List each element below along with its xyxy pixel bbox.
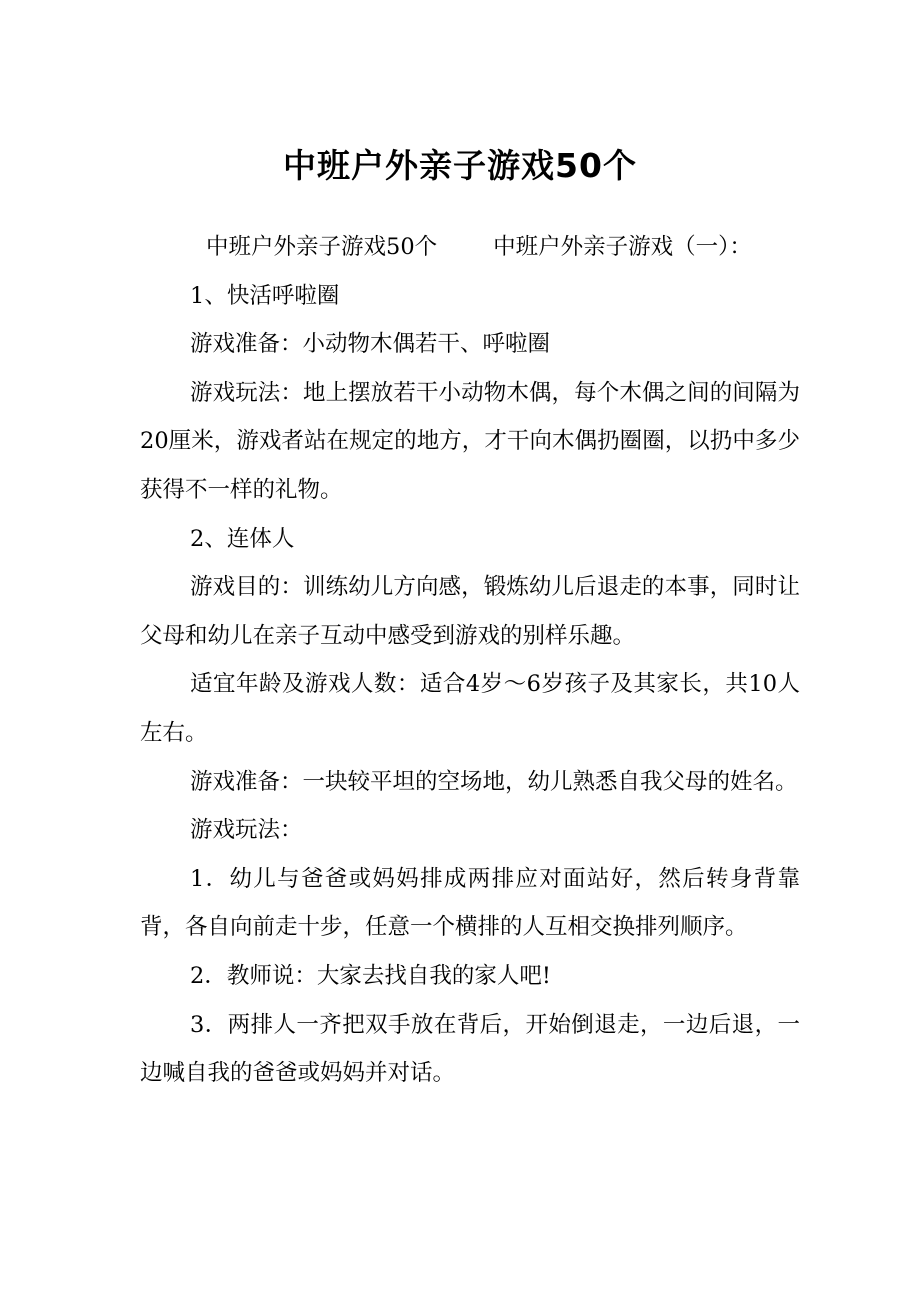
game-2-step-3: 3．两排人一齐把双手放在背后，开始倒退走，一边后退，一边喊自我的爸爸或妈妈并对话。 [140,1011,800,1087]
document-title: 中班户外亲子游戏50个 [283,146,637,185]
game-2-rules-heading: 游戏玩法： [190,817,303,844]
game-1-rules: 游戏玩法：地上摆放若干小动物木偶，每个木偶之间的间隔为20厘米，游戏者站在规定的地方，才干向木偶扔圈圈，以扔中多少获得不一样的礼物。 [140,379,800,503]
heading-game-1: 1、快活呼啦圈 [190,282,340,309]
game-2-purpose: 游戏目的：训练幼儿方向感，锻炼幼儿后退走的本事，同时让父母和幼儿在亲子互动中感受到游戏的别样乐趣。 [140,574,800,649]
game-1-preparation: 游戏准备：小动物木偶若干、呼啦圈 [190,331,551,358]
game-2-step-2: 2．教师说：大家去找自我的家人吧! [190,962,551,989]
document-body [140,223,800,1098]
intro-left-text: 中班户外亲子游戏50个 [206,234,438,260]
heading-game-2: 2、连体人 [190,525,295,552]
intro-right-text: 中班户外亲子游戏（一）： [493,234,752,260]
intro-paragraph [140,223,800,272]
game-2-preparation: 游戏准备：一块较平坦的空场地，幼儿熟悉自我父母的姓名。 [190,768,798,795]
game-2-step-1: 1．幼儿与爸爸或妈妈排成两排应对面站好，然后转身背靠背，各自向前走十步，任意一个横排的人互相交换排列顺序。 [140,865,800,941]
game-2-age-and-players: 适宜年龄及游戏人数：适合4岁～6岁孩子及其家长，共10人左右。 [140,671,800,746]
